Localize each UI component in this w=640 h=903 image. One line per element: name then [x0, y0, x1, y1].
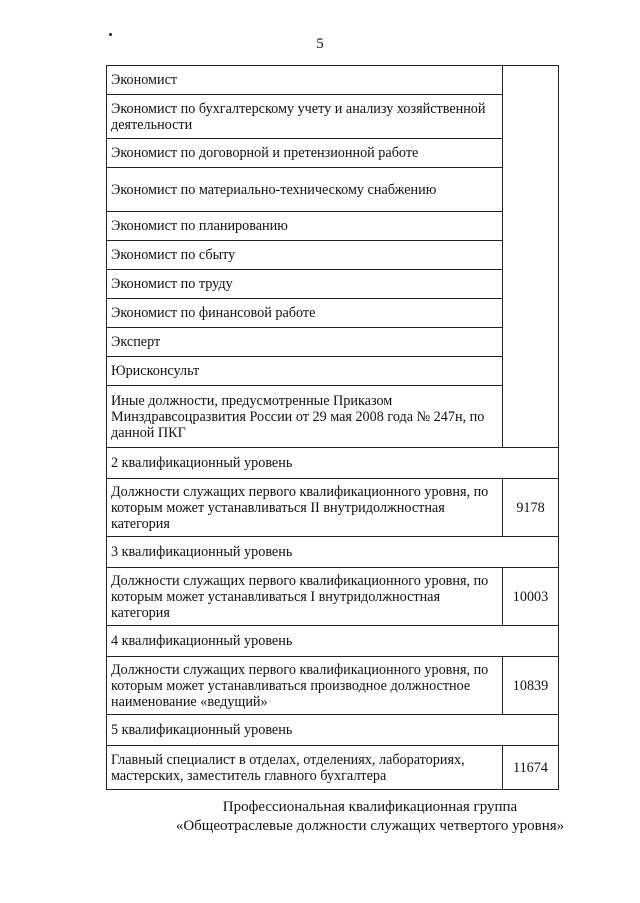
table-row [107, 139, 559, 168]
table-row [107, 66, 559, 95]
table-row [107, 626, 559, 657]
position-cell: Экономист по труду [107, 270, 503, 299]
table-row [107, 299, 559, 328]
table-row [107, 479, 559, 537]
table-row [107, 537, 559, 568]
position-cell: Должности служащих первого квалификационного уровня, по которым может устанавливаться II внутридолжностная категория [107, 479, 503, 537]
caption-line-1: Профессиональная квалификационная группа [222, 799, 518, 815]
salary-cell: 10839 [503, 657, 559, 715]
merged-salary-cell [503, 66, 559, 448]
table-row [107, 746, 559, 790]
table-row [107, 241, 559, 270]
position-cell: Должности служащих первого квалификационного уровня, по которым может устанавливаться производное должностное наименование «ведущий» [107, 657, 503, 715]
salary-cell: 11674 [503, 746, 559, 790]
position-cell: Юрисконсульт [107, 357, 503, 386]
position-cell: Иные должности, предусмотренные Приказом Минздравсоцразвития России от 29 мая 2008 года № 247н, по данной ПКГ [107, 386, 503, 448]
level-label: 4 квалификационный уровень [107, 626, 559, 657]
position-cell: Эксперт [107, 328, 503, 357]
table-row [107, 270, 559, 299]
position-cell: Экономист по бухгалтерскому учету и анализу хозяйственной деятельности [107, 95, 503, 139]
position-cell: Экономист по сбыту [107, 241, 503, 270]
table-row [107, 212, 559, 241]
table-row [107, 448, 559, 479]
position-cell: Экономист по финансовой работе [107, 299, 503, 328]
salary-cell: 10003 [503, 568, 559, 626]
position-cell: Экономист по материально-техническому снабжению [107, 168, 503, 212]
table-row [107, 568, 559, 626]
qualification-table [106, 65, 559, 790]
position-cell: Главный специалист в отделах, отделениях, лабораториях, мастерских, заместитель главного бухгалтера [107, 746, 503, 790]
level-label: 2 квалификационный уровень [107, 448, 559, 479]
section-caption [120, 798, 620, 836]
caption-line-2: «Общеотраслевые должности служащих четвертого уровня» [175, 818, 565, 834]
table-row [107, 657, 559, 715]
table-row [107, 386, 559, 448]
table-row [107, 357, 559, 386]
position-cell: Экономист по планированию [107, 212, 503, 241]
page-number: 5 [316, 36, 324, 52]
table-row [107, 328, 559, 357]
position-cell: Экономист по договорной и претензионной работе [107, 139, 503, 168]
salary-cell: 9178 [503, 479, 559, 537]
table-row [107, 715, 559, 746]
level-label: 3 квалификационный уровень [107, 537, 559, 568]
table-row [107, 95, 559, 139]
position-cell: Экономист [107, 66, 503, 95]
position-cell: Должности служащих первого квалификационного уровня, по которым может устанавливаться I внутридолжностная категория [107, 568, 503, 626]
table-row [107, 168, 559, 212]
level-label: 5 квалификационный уровень [107, 715, 559, 746]
